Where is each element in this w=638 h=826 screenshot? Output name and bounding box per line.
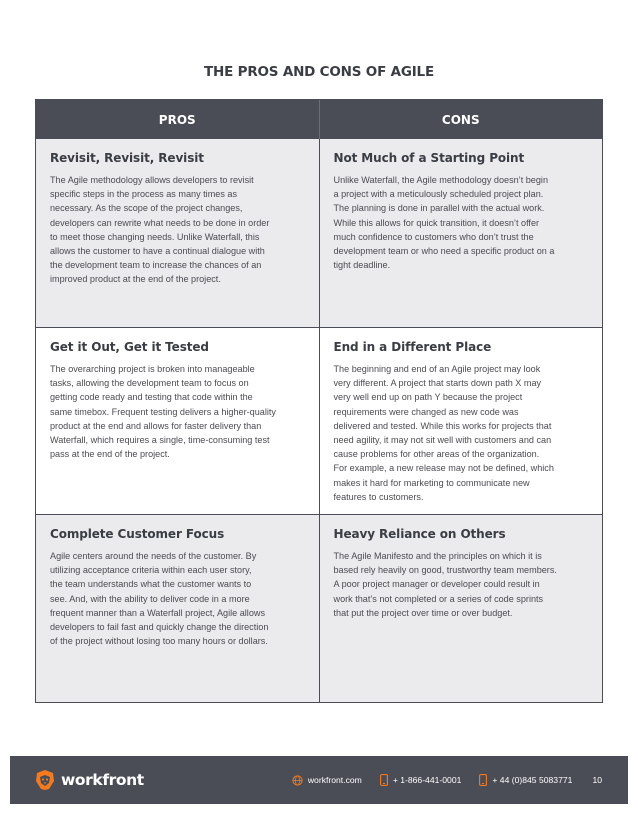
table-row [36,139,602,327]
body-line: requirements were changed as new code was [333,406,519,417]
body-line: developers to fail fast and quickly change the direction [50,622,269,633]
body-line: pass at the end of the project. [50,449,170,460]
body-line: The overarching project is broken into manageable [50,364,255,374]
body-line: frequent manner than a Waterfall project, Agile allows [50,607,265,618]
body-line: the development team to increase the chances of an [50,260,262,271]
body-line: specific steps in the process as many times as [50,189,238,200]
body-line: getting code ready and testing that code within the [50,392,253,403]
phone-icon [380,774,388,786]
body-line: cause problems for other areas of the organization. [333,449,540,460]
pro-body [50,362,305,461]
phone-icon [479,774,487,786]
body-line: features to customers. [333,491,424,502]
body-line: The Agile Manifesto and the principles on which it is [333,551,542,561]
body-line: utilizing acceptance criteria within each user story, [50,565,252,576]
con-body [334,173,589,272]
pro-cell [36,328,319,514]
globe-icon [292,775,303,786]
pro-title: Complete Customer Focus [50,527,225,541]
pro-title: Revisit, Revisit, Revisit [50,151,204,165]
phone-us-text: + 1-866-441-0001 [392,775,462,785]
body-line: improved product at the end of the project. [50,274,221,285]
body-line: The beginning and end of an Agile project may look [333,364,541,374]
con-cell [319,139,603,327]
body-line: tasks, allowing the development team to focus on [50,378,249,389]
body-line: very different. A project that starts down path X may [333,378,542,389]
con-body [334,549,589,620]
con-title: End in a Different Place [333,340,492,354]
body-line: The planning is done in parallel with the actual work. [333,203,545,214]
body-line: see. And, with the ability to deliver code in a more [50,593,250,604]
body-line: a project with a meticulously scheduled project plan. [333,189,544,200]
footer-bar [10,756,628,804]
pro-body [50,173,305,287]
phone-us-link[interactable] [380,774,462,786]
body-line: to meet those changing needs. Unlike Waterfall, this [50,231,260,242]
table-header [36,100,602,139]
body-line: of the project without losing too many hours or dollars. [50,636,268,647]
website-link[interactable] [292,775,362,786]
body-line: that put the project over time or over budget. [333,607,513,618]
pros-cons-table [35,99,603,703]
body-line: same timebox. Frequent testing delivers a higher-quality [50,406,276,417]
workfront-logo[interactable] [34,769,144,791]
body-line: developers can rewrite what needs to be done in order [50,217,270,228]
brand-name: workfront [61,771,144,789]
header-pros: PROS [158,112,196,127]
pro-body [50,549,305,648]
contact-info [292,774,602,786]
body-line: based rely heavily on good, trustworthy team members. [333,565,557,576]
page-title: THE PROS AND CONS OF AGILE [204,64,434,80]
page-number: 10 [592,775,602,785]
pro-title: Get it Out, Get it Tested [50,340,209,354]
table-row [36,514,602,702]
body-line: tight deadline. [333,260,391,271]
con-body [334,362,589,504]
body-line: For example, a new release may not be defined, which [333,463,554,474]
website-text: workfront.com [307,775,362,785]
body-line: A poor project manager or developer could result in [333,579,540,590]
con-title: Not Much of a Starting Point [333,151,525,165]
body-line: While this allows for quick transition, it doesn’t offer [333,217,540,228]
body-line: work that’s not completed or a series of code sprints [333,593,544,604]
pro-cell [36,515,319,702]
body-line: very well end up on path Y because the project [333,392,523,403]
body-line: need agility, it may not sit well with customers and can [333,435,552,446]
body-line: allows the customer to have a continual dialogue with [50,246,265,257]
header-cons: CONS [319,100,603,139]
con-title: Heavy Reliance on Others [333,527,506,541]
body-line: product at the end and allows for faster delivery than [50,420,262,431]
phone-uk-link[interactable] [479,774,572,786]
pro-cell [36,139,319,327]
con-cell [319,515,603,702]
body-line: Agile centers around the needs of the customer. By [50,551,257,561]
body-line: Waterfall, which requires a single, time-consuming test [50,435,270,446]
body-line: delivered and tested. While this works for projects that [333,420,552,431]
phone-uk-text: + 44 (0)845 5083771 [492,775,573,785]
table-row [36,327,602,514]
body-line: development team or who need a specific product on a [333,246,555,257]
body-line: necessary. As the scope of the project changes, [50,203,243,214]
body-line: makes it hard for marketing to communicate new [333,477,530,488]
body-line: the team understands what the customer wants to [50,579,252,590]
workfront-lion-logo-icon [34,769,56,791]
body-line: much confidence to customers who don’t trust the [333,231,534,242]
body-line: Unlike Waterfall, the Agile methodology doesn’t begin [333,175,549,185]
con-cell [319,328,603,514]
body-line: The Agile methodology allows developers to revisit [50,175,254,185]
